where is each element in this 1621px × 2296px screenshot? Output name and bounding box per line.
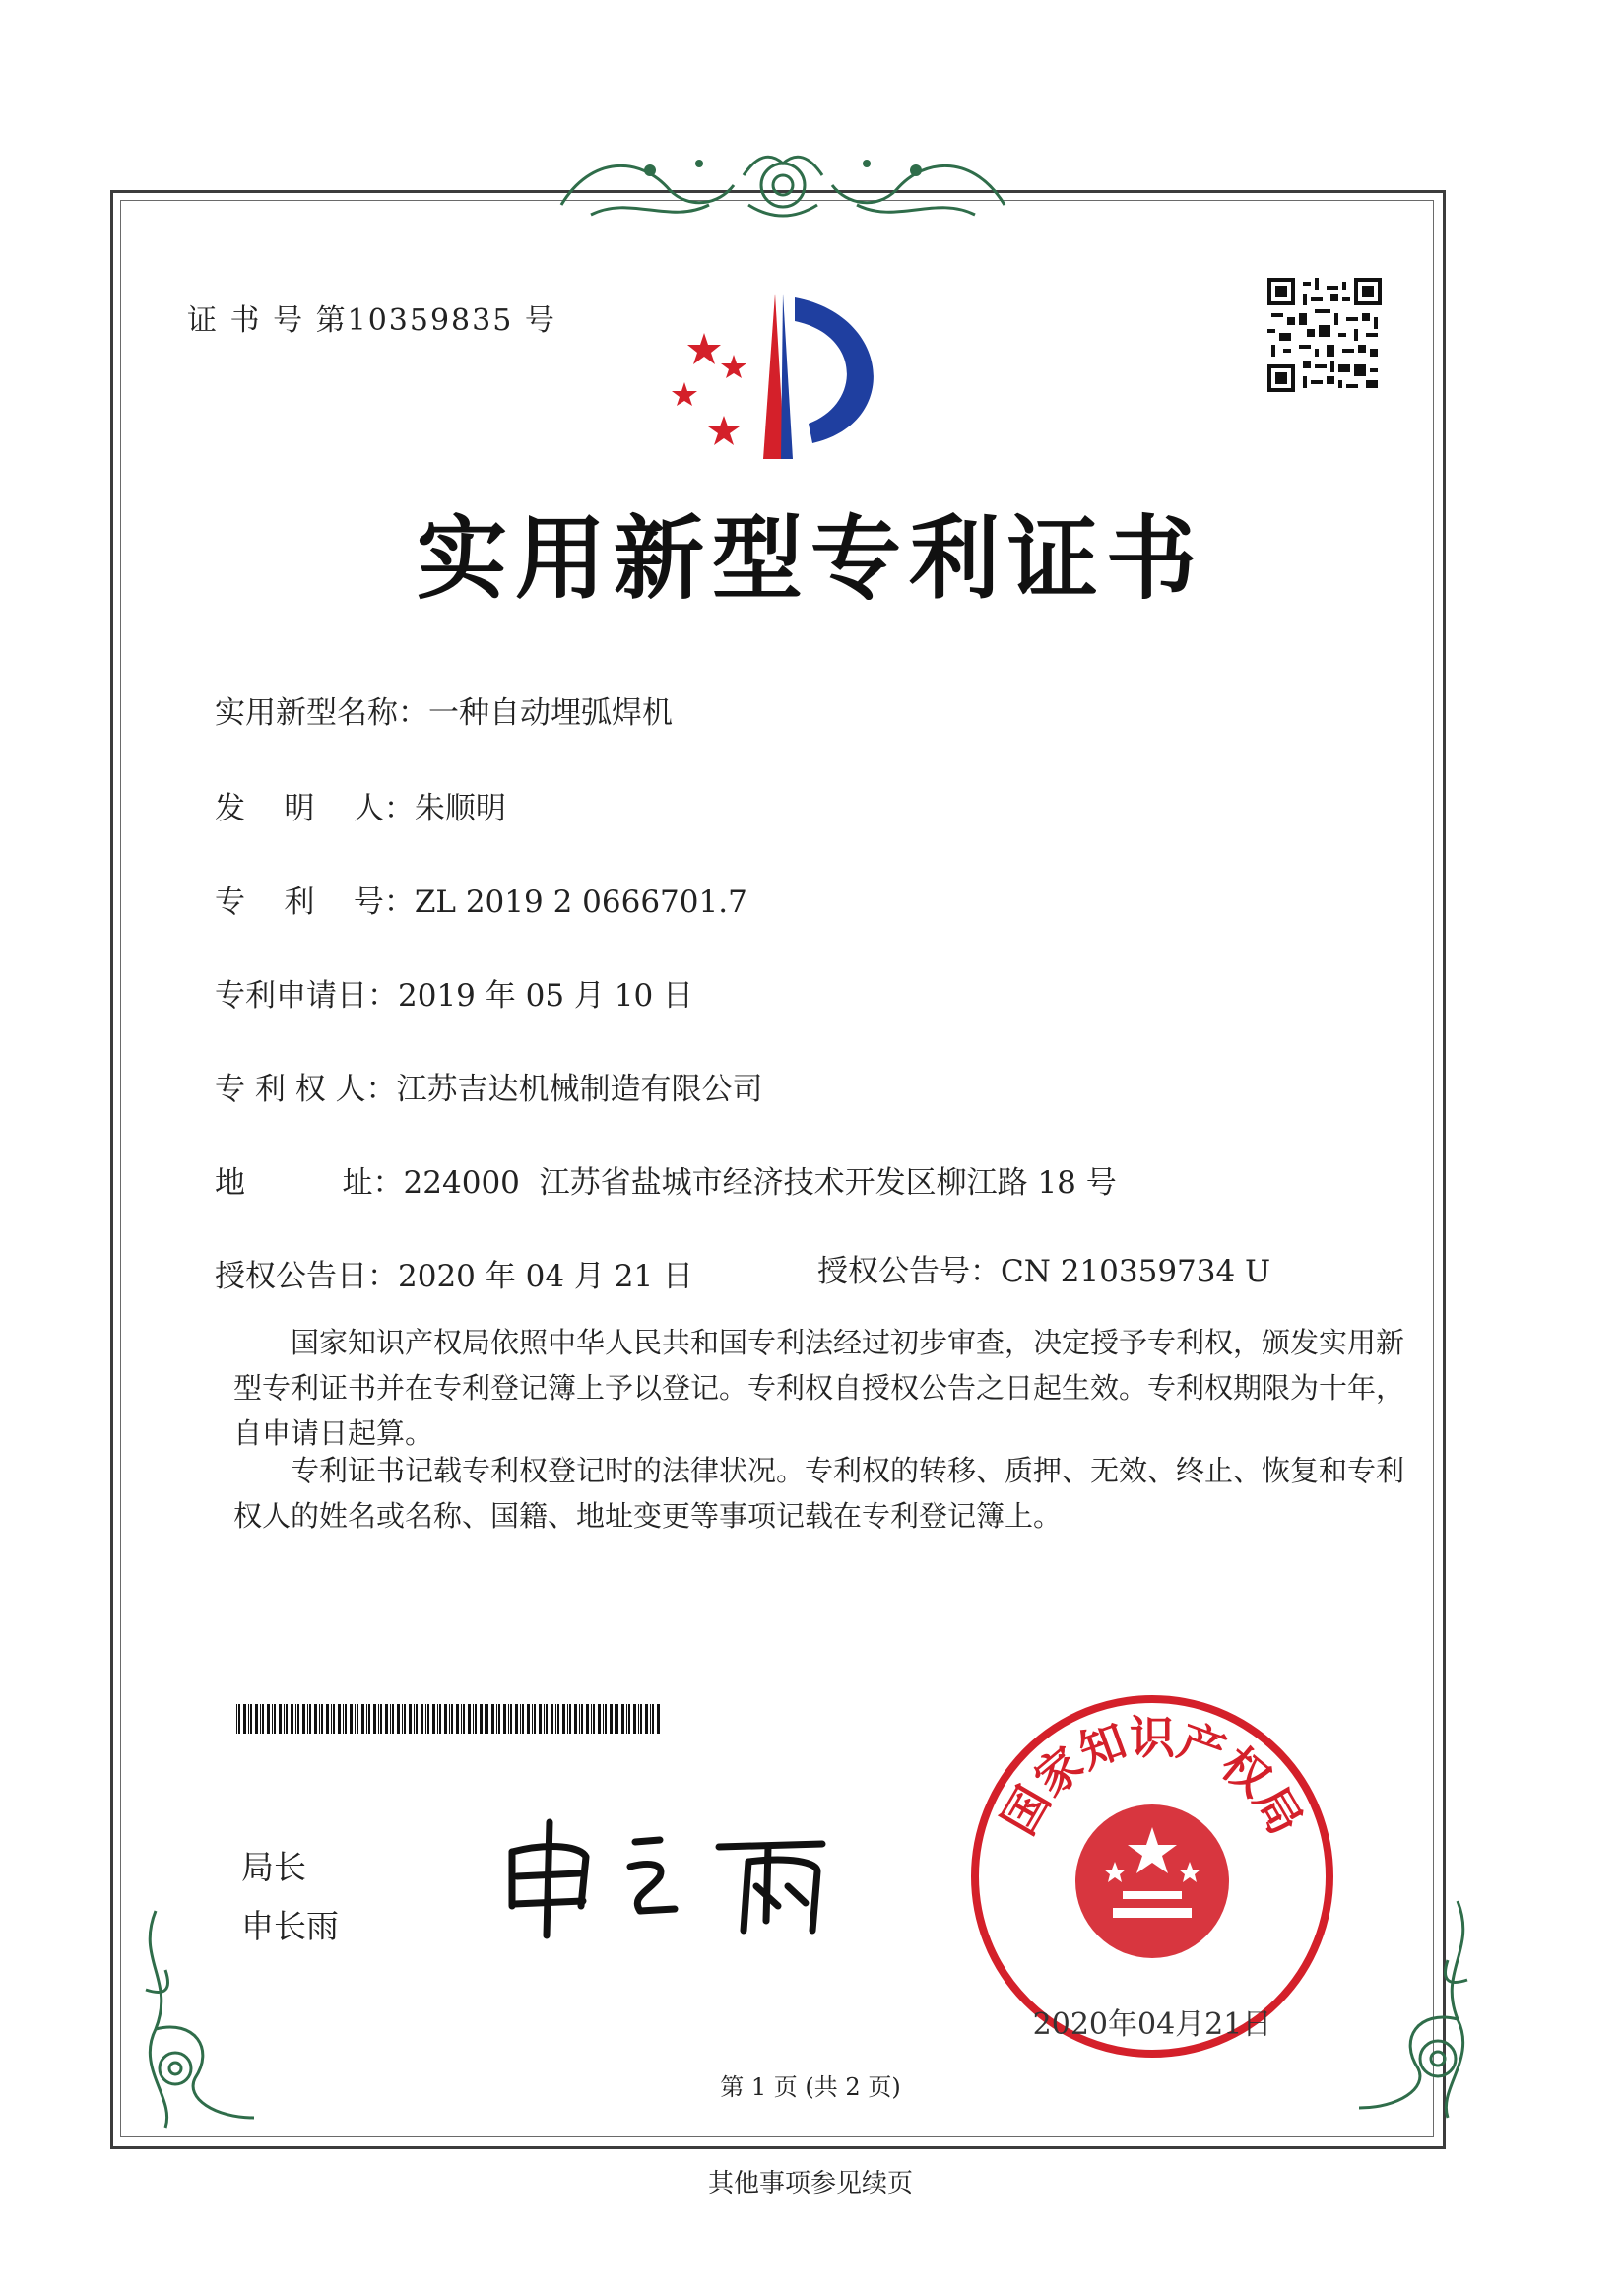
barcode-bar xyxy=(295,1704,296,1734)
grant-number-label: 授权公告号： xyxy=(817,1254,1001,1289)
barcode-bar xyxy=(248,1704,249,1734)
utility-model-name-row xyxy=(215,688,673,732)
barcode-bar xyxy=(333,1704,335,1734)
barcode-bar xyxy=(610,1704,613,1734)
barcode-bar xyxy=(302,1704,305,1734)
patent-number-value: ZL 2019 2 0666701.7 xyxy=(414,885,747,920)
barcode-bar xyxy=(503,1704,506,1734)
barcode-bar xyxy=(534,1704,536,1734)
barcode-bar xyxy=(321,1704,323,1734)
barcode-bar xyxy=(640,1704,642,1734)
barcode-bar xyxy=(309,1704,311,1734)
barcode-bar xyxy=(307,1704,308,1734)
patentee-value: 江苏吉达机械制造有限公司 xyxy=(396,1072,763,1107)
cnipa-logo xyxy=(665,286,901,473)
barcode-bar xyxy=(652,1704,654,1734)
barcode-bar xyxy=(468,1704,471,1734)
barcode-bar xyxy=(581,1704,583,1734)
barcode-bar xyxy=(586,1704,589,1734)
barcode-bar xyxy=(331,1704,332,1734)
barcode-bar xyxy=(345,1704,347,1734)
barcode-bar xyxy=(593,1704,595,1734)
barcode-bar xyxy=(326,1704,329,1734)
patentee-label: 专 利 权 人： xyxy=(215,1072,397,1107)
continued-note: 其他事项参见续页 xyxy=(707,2169,913,2198)
utility-model-name-value: 一种自动埋弧焊机 xyxy=(428,695,673,731)
application-date-value: 2019 年 05 月 10 日 xyxy=(398,978,694,1014)
barcode-bar xyxy=(284,1704,285,1734)
barcode-bar xyxy=(633,1704,636,1734)
barcode-bar xyxy=(551,1704,553,1734)
barcode-bar xyxy=(444,1704,447,1734)
barcode-bar xyxy=(496,1704,497,1734)
barcode-bar xyxy=(397,1704,400,1734)
barcode-bar xyxy=(567,1704,568,1734)
barcode-bar xyxy=(357,1704,358,1734)
barcode-bar xyxy=(532,1704,533,1734)
barcode-bar xyxy=(409,1704,412,1734)
barcode-bar xyxy=(616,1704,618,1734)
barcode xyxy=(236,1704,662,1734)
grant-number-value: CN 210359734 U xyxy=(1001,1254,1271,1289)
barcode-bar xyxy=(621,1704,624,1734)
qr-code xyxy=(1267,278,1382,392)
barcode-bar xyxy=(491,1704,494,1734)
barcode-bar xyxy=(555,1704,556,1734)
barcode-bar xyxy=(569,1704,571,1734)
barcode-bar xyxy=(432,1704,435,1734)
utility-model-name-label: 实用新型名称： xyxy=(215,695,428,731)
barcode-bar xyxy=(657,1704,660,1734)
address-row xyxy=(215,1157,1117,1202)
barcode-bar xyxy=(626,1704,627,1734)
barcode-bar xyxy=(279,1704,282,1734)
barcode-bar xyxy=(603,1704,604,1734)
barcode-bar xyxy=(615,1704,616,1734)
barcode-bar xyxy=(628,1704,630,1734)
barcode-bar xyxy=(373,1704,376,1734)
legal-paragraph-2: 专利证书记载专利权登记时的法律状况。专利权的转移、质押、无效、终止、恢复和专利权人的姓名或名称、国籍、地址变更等事项记载在专利登记簿上。 xyxy=(233,1454,1405,1533)
application-date-label: 专利申请日： xyxy=(215,978,398,1014)
barcode-bar xyxy=(574,1704,577,1734)
barcode-bar xyxy=(338,1704,341,1734)
barcode-bar xyxy=(515,1704,518,1734)
barcode-bar xyxy=(645,1704,648,1734)
patent-number-label: 专 利 号： xyxy=(215,885,415,920)
barcode-bar xyxy=(291,1704,293,1734)
barcode-bar xyxy=(510,1704,512,1734)
legal-paragraph-1: 国家知识产权局依照中华人民共和国专利法经过初步审查，决定授予专利权，颁发实用新型专利证书并在专利登记簿上予以登记。专利权自授权公告之日起生效。专利权期限为十年，自申请日起算。 xyxy=(233,1326,1405,1450)
barcode-bar xyxy=(414,1704,415,1734)
barcode-bar xyxy=(255,1704,258,1734)
barcode-bar xyxy=(350,1704,353,1734)
barcode-bar xyxy=(319,1704,320,1734)
handwritten-signature xyxy=(492,1812,847,1940)
svg-text:国家知识产权局: 国家知识产权局 xyxy=(992,1711,1313,1844)
barcode-bar xyxy=(380,1704,382,1734)
patent-number-row xyxy=(215,877,747,921)
barcode-bar xyxy=(343,1704,344,1734)
barcode-bar xyxy=(522,1704,524,1734)
barcode-bar xyxy=(267,1704,270,1734)
barcode-bar xyxy=(579,1704,580,1734)
barcode-bar xyxy=(520,1704,521,1734)
application-date-row xyxy=(215,970,693,1015)
barcode-bar xyxy=(508,1704,509,1734)
page-indicator: 第 1 页 (共 2 页) xyxy=(720,2073,901,2101)
grant-date-label: 授权公告日： xyxy=(215,1259,398,1294)
official-seal xyxy=(965,1689,1339,2064)
barcode-bar xyxy=(557,1704,559,1734)
barcode-bar xyxy=(527,1704,530,1734)
barcode-bar xyxy=(485,1704,486,1734)
barcode-bar xyxy=(314,1704,317,1734)
inventor-row xyxy=(215,783,506,827)
barcode-bar xyxy=(473,1704,474,1734)
certificate-title: 实用新型专利证书 xyxy=(416,505,1204,612)
barcode-bar xyxy=(456,1704,459,1734)
grant-date-row xyxy=(215,1251,693,1295)
signatory-title: 局长 xyxy=(241,1848,306,1886)
barcode-bar xyxy=(463,1704,465,1734)
inventor-value: 朱顺明 xyxy=(414,791,506,826)
barcode-bar xyxy=(361,1704,364,1734)
barcode-bar xyxy=(498,1704,500,1734)
barcode-bar xyxy=(451,1704,453,1734)
barcode-bar xyxy=(546,1704,548,1734)
barcode-bar xyxy=(437,1704,438,1734)
barcode-bar xyxy=(539,1704,542,1734)
address-label: 地 址： xyxy=(215,1165,404,1201)
barcode-bar xyxy=(378,1704,379,1734)
barcode-bar xyxy=(650,1704,651,1734)
grant-number-row xyxy=(817,1246,1270,1290)
top-ornament xyxy=(551,136,1014,230)
address-value: 224000 江苏省盐城市经济技术开发区柳江路 18 号 xyxy=(403,1165,1117,1201)
barcode-bar xyxy=(238,1704,240,1734)
barcode-bar xyxy=(427,1704,429,1734)
barcode-bar xyxy=(355,1704,356,1734)
patentee-row xyxy=(215,1064,763,1108)
barcode-bar xyxy=(286,1704,288,1734)
svg-text:2020年04月21日: 2020年04月21日 xyxy=(1032,2007,1272,2042)
signatory-name: 申长雨 xyxy=(241,1907,339,1945)
barcode-bar xyxy=(598,1704,601,1734)
barcode-bar xyxy=(544,1704,545,1734)
barcode-bar xyxy=(591,1704,592,1734)
barcode-bar xyxy=(605,1704,607,1734)
barcode-bar xyxy=(260,1704,261,1734)
barcode-bar xyxy=(416,1704,418,1734)
barcode-bar xyxy=(392,1704,394,1734)
barcode-bar xyxy=(297,1704,299,1734)
barcode-bar xyxy=(262,1704,264,1734)
barcode-bar xyxy=(385,1704,388,1734)
barcode-bar xyxy=(366,1704,367,1734)
barcode-bar xyxy=(404,1704,406,1734)
barcode-bar xyxy=(402,1704,403,1734)
barcode-bar xyxy=(421,1704,423,1734)
barcode-bar xyxy=(638,1704,639,1734)
barcode-bar xyxy=(272,1704,273,1734)
barcode-bar xyxy=(425,1704,426,1734)
barcode-bar xyxy=(368,1704,370,1734)
barcode-bar xyxy=(439,1704,441,1734)
inventor-label: 发 明 人： xyxy=(215,791,415,826)
barcode-bar xyxy=(243,1704,246,1734)
barcode-bar xyxy=(274,1704,276,1734)
barcode-bar xyxy=(486,1704,488,1734)
grant-date-value: 2020 年 04 月 21 日 xyxy=(398,1259,694,1294)
barcode-bar xyxy=(449,1704,450,1734)
barcode-bar xyxy=(250,1704,252,1734)
barcode-bar xyxy=(475,1704,477,1734)
barcode-bar xyxy=(236,1704,237,1734)
barcode-bar xyxy=(390,1704,391,1734)
certificate-number: 证 书 号 第10359835 号 xyxy=(187,303,556,338)
barcode-bar xyxy=(461,1704,462,1734)
barcode-bar xyxy=(562,1704,565,1734)
barcode-bar xyxy=(480,1704,483,1734)
